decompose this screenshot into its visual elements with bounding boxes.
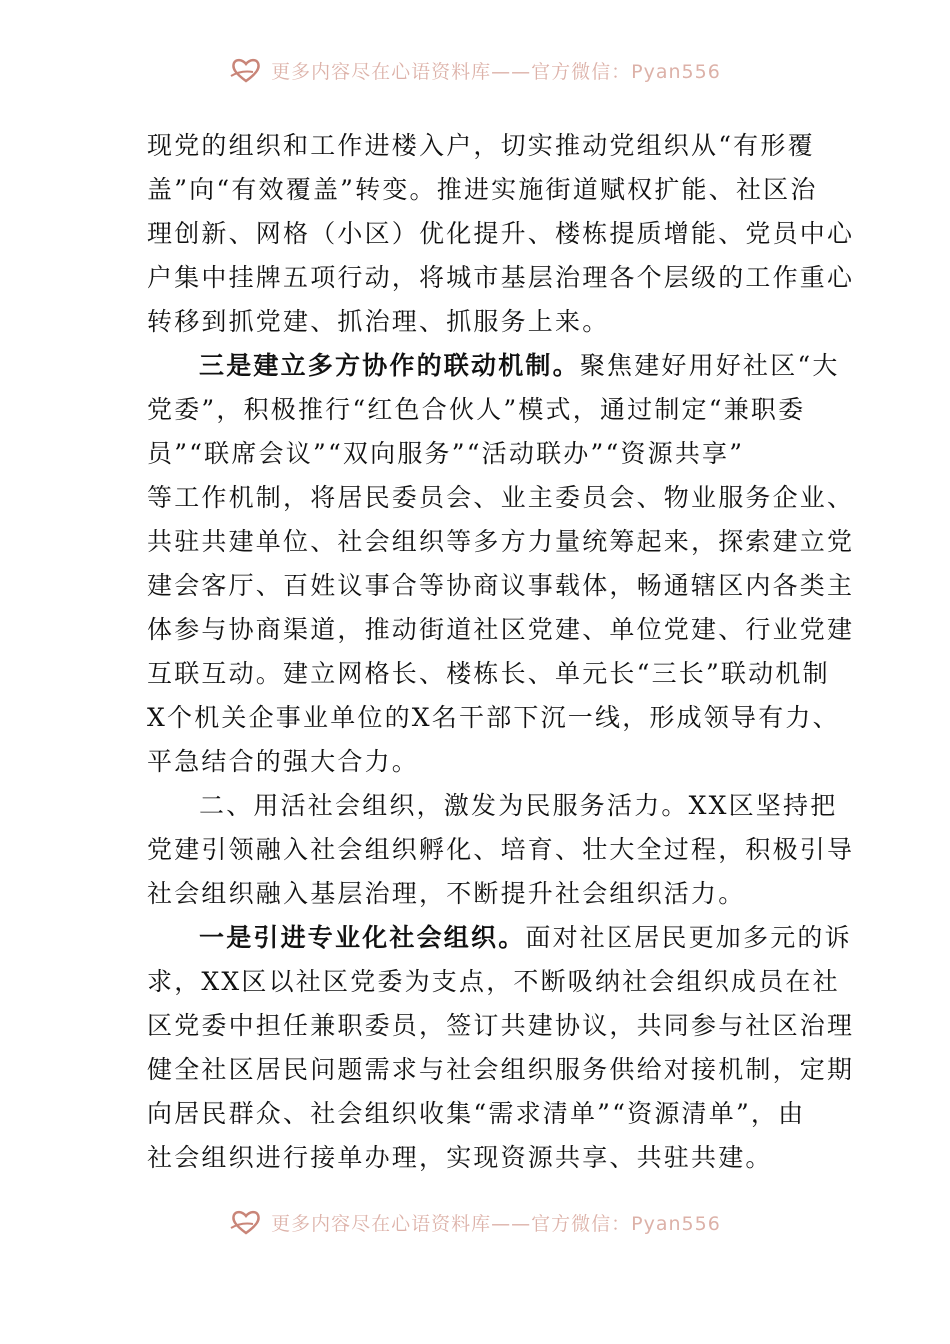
text-line [147,784,838,828]
text-line [147,124,815,168]
text-line [147,1136,807,1180]
text-line [147,300,807,344]
text-run: 向居民群众、社会组织收集“需求清单”“资源清单”，由 [147,1099,806,1128]
header-watermark [0,50,950,90]
text-line [147,564,855,608]
text-line [147,476,855,520]
text-line [147,696,840,740]
text-run: 体参与协商渠道，推动街道社区党建、单位党建、行业党建 [147,615,855,644]
text-run: 社会组织融入基层治理，不断提升社会组织活力。 [147,879,746,908]
text-line [147,1048,855,1092]
text-line [147,344,840,388]
text-run: 社会组织进行接单办理，实现资源共享、共驻共建。 [147,1143,773,1172]
text-run: 理创新、网格（小区）优化提升、楼栋提质增能、党员中心 [147,219,855,248]
heading-run: 三是建立多方协作的联动机制。 [199,351,580,380]
text-run: 求，XX区以社区党委为支点，不断吸纳社会组织成员在社 [147,967,840,996]
text-run: 二、用活社会组织，激发为民服务活力。XX区坚持把 [199,791,838,820]
text-line [147,1004,855,1048]
heart-logo-icon [229,1208,263,1236]
text-line [147,828,855,872]
document-body [147,124,855,1180]
text-run: 党委”，积极推行“红色合伙人”模式，通过制定“兼职委 [147,395,806,424]
text-run: 盖”向“有效覆盖”转变。推进实施街道赋权扩能、社区治 [147,175,818,204]
text-run: 等工作机制，将居民委员会、业主委员会、物业服务企业、 [147,483,855,512]
text-run: 健全社区居民问题需求与社会组织服务供给对接机制，定期 [147,1055,855,1084]
text-line [147,916,852,960]
text-line [147,1092,807,1136]
watermark-text: 更多内容尽在心语资料库——官方微信：Pyan556 [271,1212,721,1235]
text-line [147,608,855,652]
text-line [147,388,807,432]
text-run: 建会客厅、百姓议事合等协商议事载体，畅通辖区内各类主 [147,571,855,600]
heading-run: 一是引进专业化社会组织。 [199,923,526,952]
text-run: X个机关企事业单位的X名干部下沉一线，形成领导有力、 [147,703,840,732]
text-line [147,168,818,212]
watermark-text: 更多内容尽在心语资料库——官方微信：Pyan556 [271,60,721,83]
text-line [147,960,840,1004]
text-run: 共驻共建单位、社会组织等多方力量统筹起来，探索建立党 [147,527,855,556]
text-line [147,740,807,784]
text-run: 互联互动。建立网格长、楼栋长、单元长“三长”联动机制 [147,659,830,688]
heart-logo-icon [229,56,263,84]
text-line [147,652,830,696]
text-run: 党建引领融入社会组织孵化、培育、壮大全过程，积极引导 [147,835,855,864]
text-line [147,432,807,476]
text-run: 聚焦建好用好社区“大 [579,351,840,380]
text-run: 转移到抓党建、抓治理、抓服务上来。 [147,307,610,336]
text-line [147,872,807,916]
text-line [147,256,855,300]
footer-watermark [0,1202,950,1242]
text-run: 户集中挂牌五项行动，将城市基层治理各个层级的工作重心 [147,263,855,292]
text-run: 员”“联席会议”“双向服务”“活动联办”“资源共享” [147,439,745,468]
text-line [147,212,855,256]
text-run: 面对社区居民更加多元的诉 [525,923,852,952]
text-run: 现党的组织和工作进楼入户，切实推动党组织从“有形覆 [147,131,815,160]
text-line [147,520,855,564]
text-run: 平急结合的强大合力。 [147,747,420,776]
text-run: 区党委中担任兼职委员，签订共建协议，共同参与社区治理 [147,1011,855,1040]
